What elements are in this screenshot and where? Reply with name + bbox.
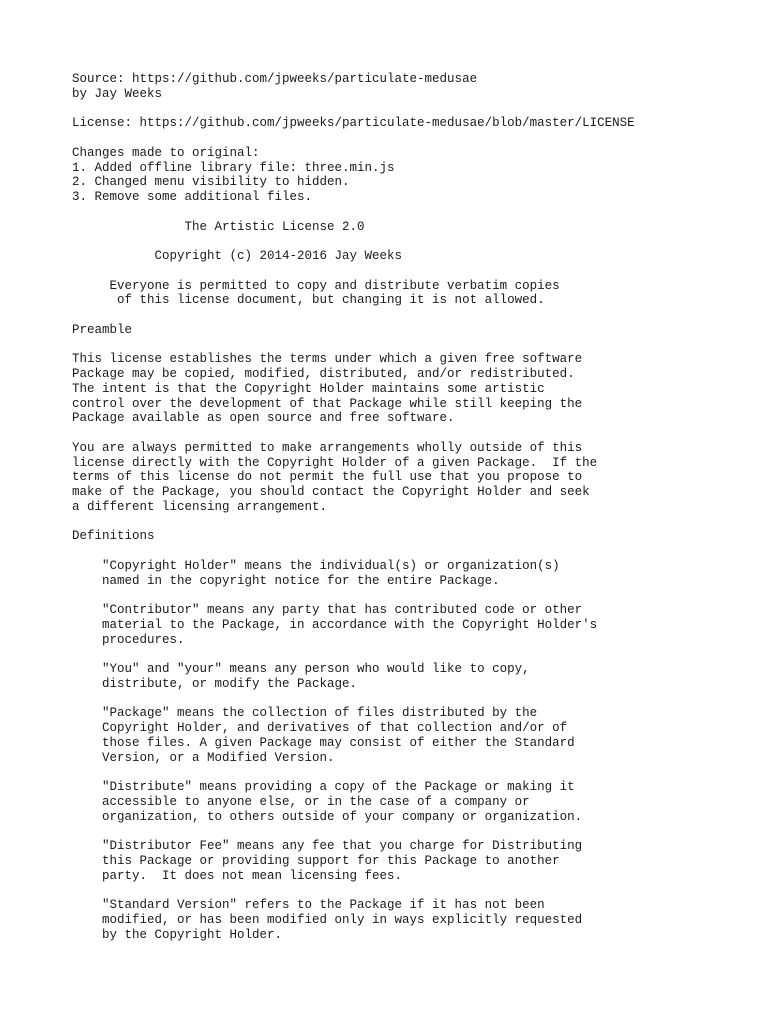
document-line: "Distribute" means providing a copy of the Package or making it [72, 780, 575, 794]
document-line: a different licensing arrangement. [72, 499, 328, 514]
document-line: distribute, or modify the Package. [72, 676, 358, 691]
blank-line [72, 234, 752, 249]
blank-line [72, 824, 752, 839]
blank-line [72, 308, 752, 323]
document-line: modified, or has been modified only in ways explicitly requested [72, 912, 583, 927]
blank-line [72, 102, 752, 117]
document-line: License: https://github.com/jpweeks/particulate-medusae/blob/master/LICENSE [72, 116, 635, 131]
document-line: by the Copyright Holder. [72, 927, 283, 942]
document-line: "Standard Version" refers to the Package if it has not been [72, 898, 545, 912]
document-line: accessible to anyone else, or in the case of a company or [72, 794, 530, 809]
blank-line [72, 765, 752, 780]
blank-line [72, 131, 752, 146]
blank-line [72, 205, 752, 220]
document-line: 1. Added offline library file: three.min.js [72, 160, 395, 175]
document-line: by Jay Weeks [72, 86, 163, 101]
document-line: terms of this license do not permit the full use that you propose to [72, 470, 583, 485]
document-line: The intent is that the Copyright Holder maintains some artistic [72, 381, 545, 396]
document-line: This license establishes the terms under which a given free software [72, 352, 583, 367]
blank-line [72, 426, 752, 441]
document-line: "Copyright Holder" means the individual(s) or organization(s) [72, 558, 560, 573]
document-line: of this license document, but changing it is not allowed. [72, 293, 545, 308]
blank-line [72, 647, 752, 662]
document-line: Package may be copied, modified, distributed, and/or redistributed. [72, 367, 575, 381]
blank-line [72, 692, 752, 707]
document-line: license directly with the Copyright Holder of a given Package. If the [72, 455, 598, 470]
blank-line [72, 544, 752, 559]
document-line: material to the Package, in accordance with the Copyright Holder's [72, 617, 598, 632]
document-line: You are always permitted to make arrangements wholly outside of this [72, 440, 583, 455]
document-line: Definitions [72, 529, 155, 544]
document-line: "You" and "your" means any person who would like to copy, [72, 662, 530, 676]
document-line: Copyright (c) 2014-2016 Jay Weeks [72, 249, 403, 263]
document-line: Everyone is permitted to copy and distribute verbatim copies [72, 278, 560, 293]
document-line: those files. A given Package may consist of either the Standard [72, 735, 575, 750]
document-line: Changes made to original: [72, 145, 260, 160]
document-line: organization, to others outside of your company or organization. [72, 809, 583, 824]
license-document [72, 72, 752, 942]
blank-line [72, 515, 752, 530]
document-line: Copyright Holder, and derivatives of that collection and/or of [72, 721, 568, 735]
document-line: The Artistic License 2.0 [72, 219, 365, 234]
document-line: make of the Package, you should contact the Copyright Holder and seek [72, 485, 590, 499]
document-line: Source: https://github.com/jpweeks/particulate-medusae [72, 72, 478, 86]
document-line: Package available as open source and free software. [72, 411, 455, 426]
document-line: 2. Changed menu visibility to hidden. [72, 175, 350, 190]
document-line: "Distributor Fee" means any fee that you charge for Distributing [72, 839, 583, 853]
document-line: Version, or a Modified Version. [72, 750, 335, 765]
document-line: party. It does not mean licensing fees. [72, 868, 403, 883]
document-line: named in the copyright notice for the entire Package. [72, 573, 500, 588]
blank-line [72, 264, 752, 279]
blank-line [72, 588, 752, 603]
document-line: "Contributor" means any party that has contributed code or other [72, 603, 583, 617]
document-line: control over the development of that Package while still keeping the [72, 396, 583, 411]
blank-line [72, 883, 752, 898]
document-line: this Package or providing support for this Package to another [72, 853, 560, 868]
blank-line [72, 338, 752, 353]
document-line: Preamble [72, 322, 133, 337]
document-line: "Package" means the collection of files distributed by the [72, 706, 538, 721]
document-line: procedures. [72, 632, 185, 647]
document-line: 3. Remove some additional files. [72, 190, 313, 204]
